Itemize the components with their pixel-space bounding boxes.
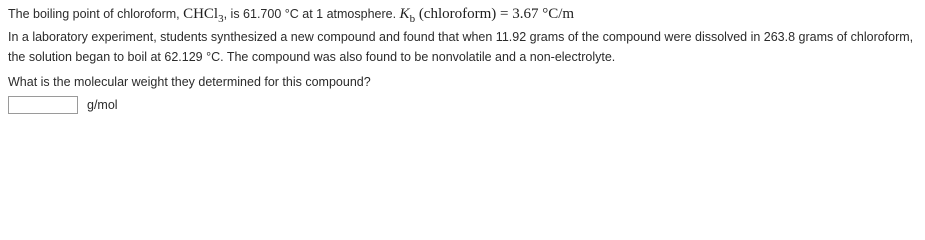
question-prompt: What is the molecular weight they determined for this compound?: [8, 75, 371, 89]
unit-label: g/mol: [87, 98, 118, 112]
problem-statement-line: [8, 6, 574, 25]
kb-constant: $K_b$ (chloroform) = 3.67 °C/m: [399, 6, 575, 25]
boiling-point-text: , is 61.700 °C at 1 atmosphere.: [223, 7, 400, 21]
experiment-description-line-1: In a laboratory experiment, students synthesized a new compound and found that when 11.92 grams of the compound were dissolved in 263.8 grams of chloroform,: [8, 30, 914, 44]
chloroform-formula: CHCl$_3$: [183, 6, 224, 25]
intro-text: The boiling point of chloroform,: [8, 7, 184, 21]
molecular-weight-input[interactable]: [8, 96, 78, 114]
experiment-description-line-2: the solution began to boil at 62.129 °C. The compound was also found to be nonvolatile and a non-electrolyte.: [8, 50, 616, 64]
answer-row: [8, 96, 118, 114]
